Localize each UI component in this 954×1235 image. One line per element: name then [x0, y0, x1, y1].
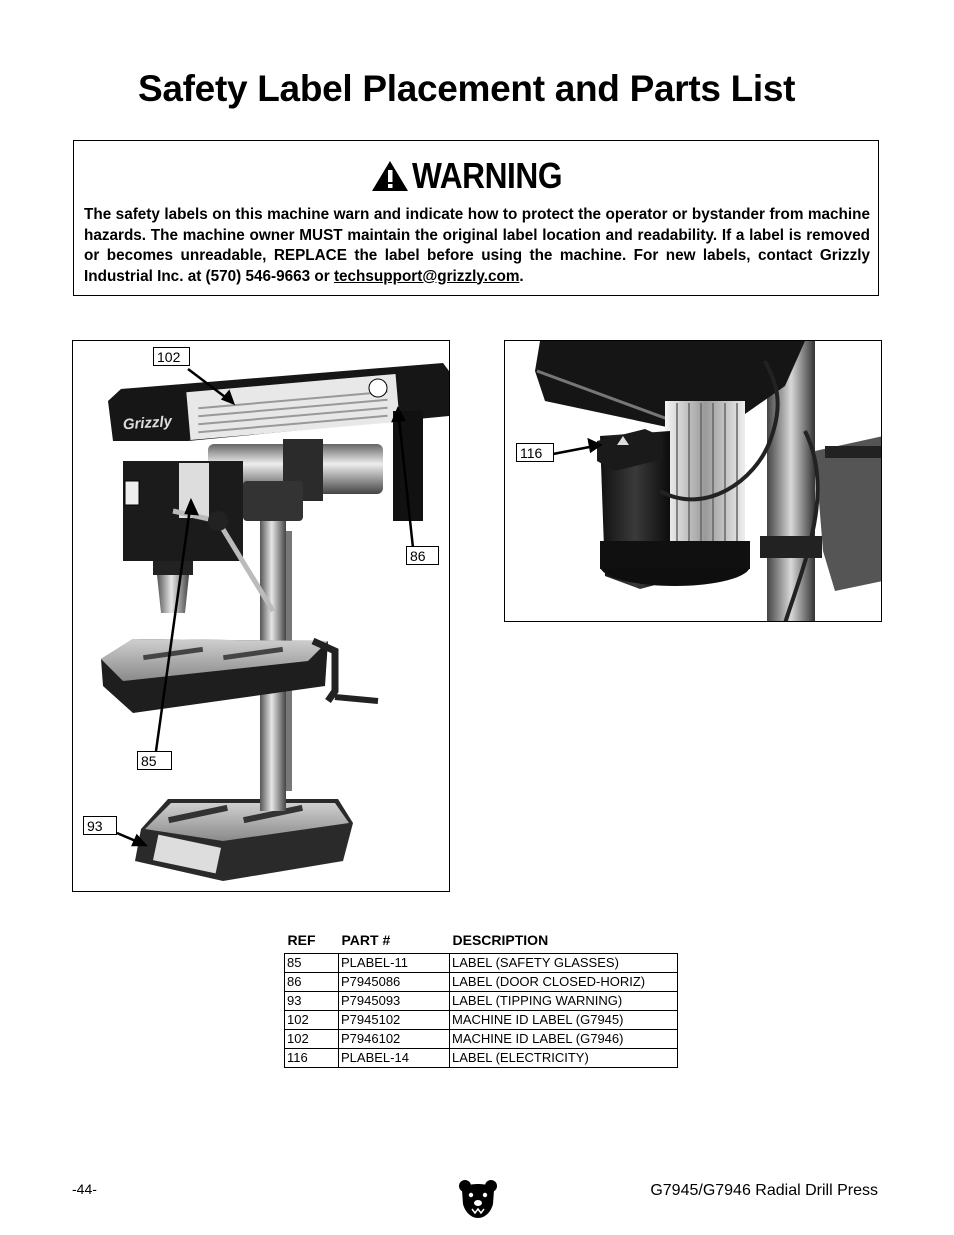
- row-ref: 85: [285, 954, 339, 973]
- callout-116: 116: [516, 443, 554, 462]
- drill-press-illustration: [73, 341, 450, 892]
- footer-title: G7945/G7946 Radial Drill Press: [650, 1182, 878, 1199]
- row-ref: 102: [285, 1030, 339, 1049]
- row-description: MACHINE ID LABEL (G7945): [450, 1011, 678, 1030]
- row-ref: 86: [285, 973, 339, 992]
- table-row: [285, 1011, 678, 1030]
- warning-text: [84, 205, 870, 287]
- row-description: LABEL (DOOR CLOSED-HORIZ): [450, 973, 678, 992]
- warning-word: WARNING: [411, 155, 562, 196]
- table-row: [285, 1049, 678, 1068]
- callout-leader-116: [553, 440, 600, 454]
- row-part-number: PLABEL-14: [339, 1049, 450, 1068]
- parts-table-header: [285, 928, 678, 954]
- parts-table: [284, 928, 678, 1068]
- row-part-number: P7945093: [339, 992, 450, 1011]
- callout-102: 102: [153, 347, 190, 366]
- warning-triangle-icon: [370, 159, 410, 193]
- page-title: Safety Label Placement and Parts List: [138, 68, 796, 109]
- brand-logo-text: Grizzly: [122, 412, 173, 434]
- table-row: [285, 954, 678, 973]
- page-number: -44-: [72, 1181, 97, 1197]
- warning-body: The safety labels on this machine warn and indicate how to protect the operator or bystander from machine hazards. The machine owner MUST maintain the original label location and readability. If a label is removed or becomes unreadable, REPLACE the label before using the machine. For new labels, contact Grizzly Industrial Inc. at (570) 546-9663 or: [84, 206, 870, 285]
- warning-heading: [74, 155, 878, 197]
- row-part-number: P7945086: [339, 973, 450, 992]
- table-row: [285, 992, 678, 1011]
- warning-box: [73, 140, 879, 296]
- row-part-number: P7945102: [339, 1011, 450, 1030]
- motor-closeup-photo: [504, 340, 882, 622]
- row-description: MACHINE ID LABEL (G7946): [450, 1030, 678, 1049]
- row-description: LABEL (ELECTRICITY): [450, 1049, 678, 1068]
- drill-press-photo: [72, 340, 450, 892]
- header-description: DESCRIPTION: [452, 932, 549, 948]
- row-part-number: PLABEL-11: [339, 954, 450, 973]
- row-ref: 93: [285, 992, 339, 1011]
- table-row: [285, 1030, 678, 1049]
- table-row: [285, 973, 678, 992]
- callout-86: 86: [406, 546, 439, 565]
- grizzly-bear-icon: [457, 1178, 499, 1225]
- warning-end: .: [519, 267, 524, 285]
- row-description: LABEL (TIPPING WARNING): [450, 992, 678, 1011]
- row-part-number: P7946102: [339, 1030, 450, 1049]
- callout-85: 85: [137, 751, 172, 770]
- header-ref: REF: [287, 932, 316, 948]
- callout-93: 93: [83, 816, 117, 835]
- row-description: LABEL (SAFETY GLASSES): [450, 954, 678, 973]
- motor-illustration: [505, 341, 882, 622]
- support-email-link[interactable]: techsupport@grizzly.com: [333, 267, 520, 285]
- header-part-number: PART #: [341, 932, 391, 948]
- row-ref: 102: [285, 1011, 339, 1030]
- row-ref: 116: [285, 1049, 339, 1068]
